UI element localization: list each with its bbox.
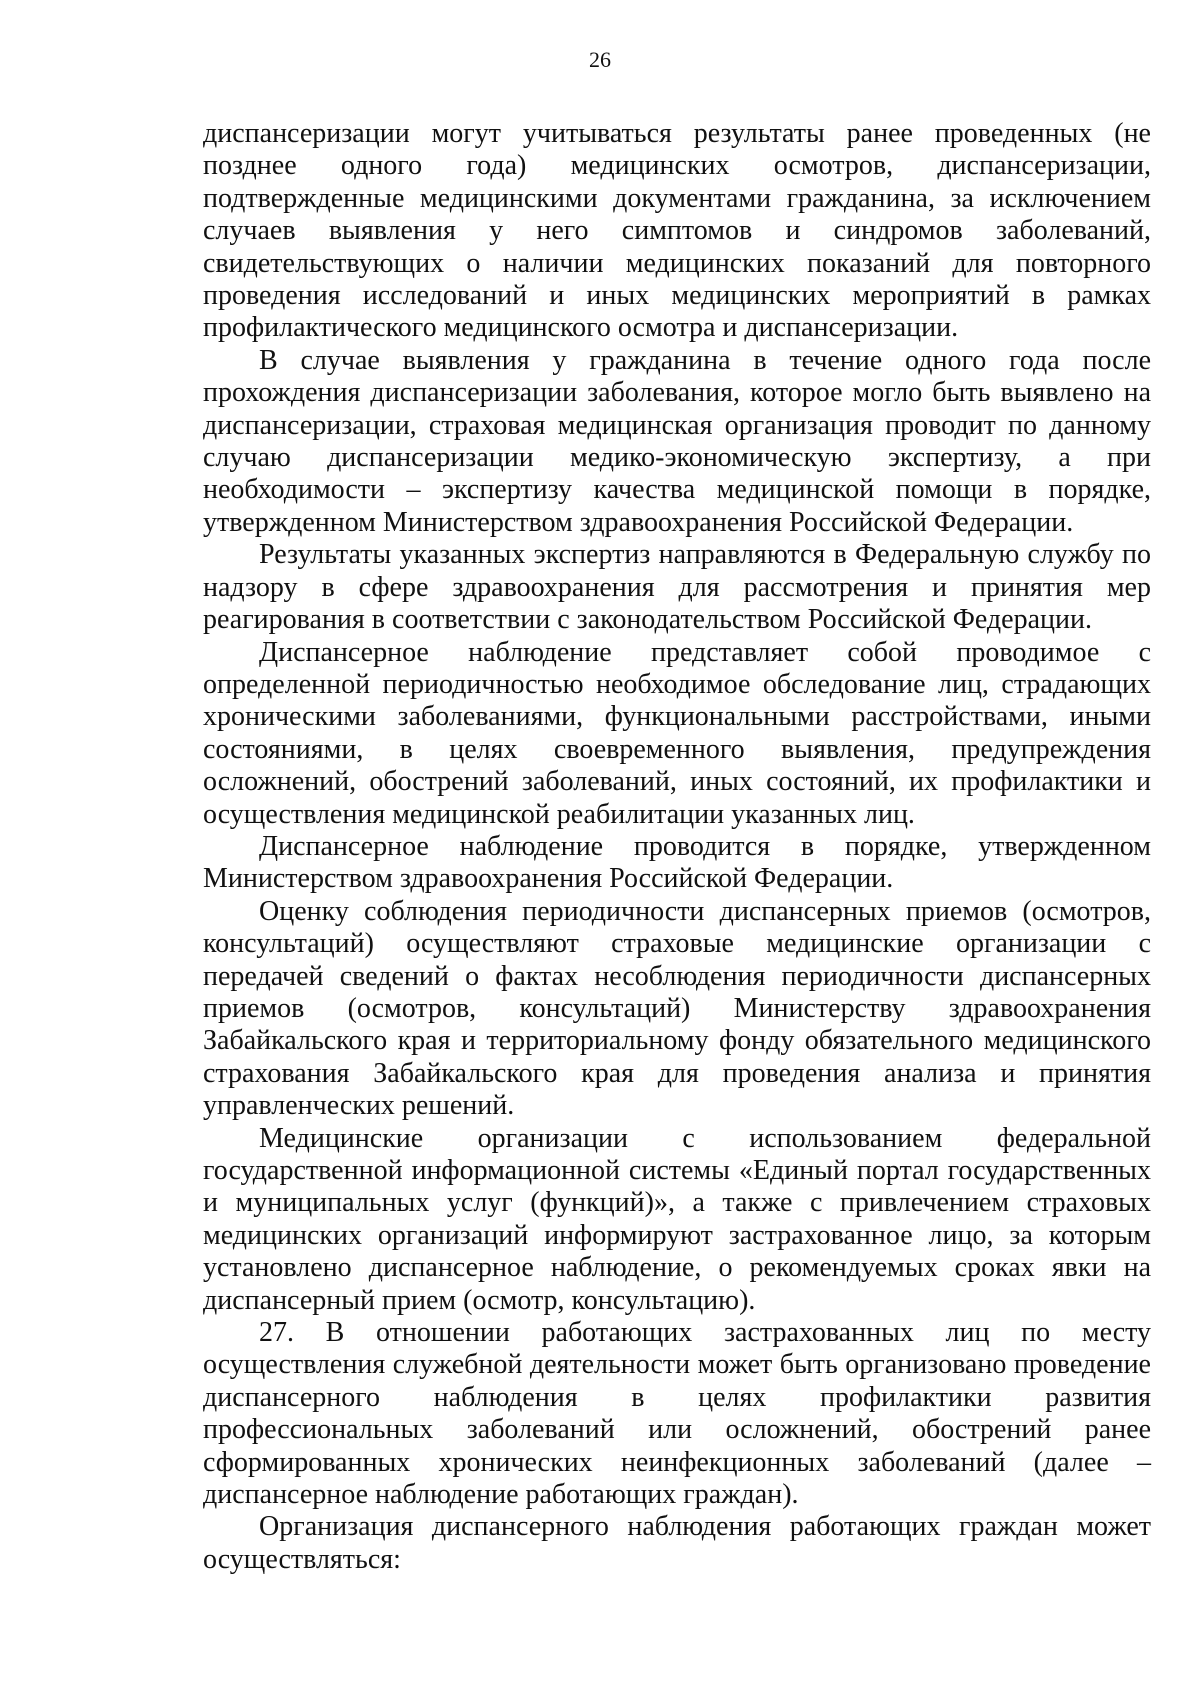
paragraph-informing-insured: Медицинские организации с использованием федеральной государственной информационной системы «Единый портал государственных и муниципальных услуг (функций)», а также с привлечением страховых медицинских организаций информируют застрахованное лицо, за которым установлено диспансерное наблюдение, о рекомендуемых сроках явки на диспансерный прием (осмотр, консультацию). — [203, 1122, 1151, 1316]
paragraph-item-27: 27. В отношении работающих застрахованных лиц по месту осуществления служебной деятельности может быть организовано проведение диспансерного наблюдения в целях профилактики развития профессиональных заболеваний или осложнений, обострений ранее сформированных хронических неинфекционных заболеваний (далее – диспансерное наблюдение работающих граждан). — [203, 1317, 1151, 1511]
paragraph-audit-after-screening: В случае выявления у гражданина в течение одного года после прохождения диспансеризации заболевания, которое могло быть выявлено на диспансеризации, страховая медицинская организация проводит по данному случаю диспансеризации медико-экономическую экспертизу, а при необходимости – экспертизу качества медицинской помощи в порядке, утвержденном Министерством здравоохранения Российской Федерации. — [203, 344, 1151, 538]
paragraph-periodicity-assessment: Оценку соблюдения периодичности диспансерных приемов (осмотров, консультаций) осуществляют страховые медицинские организации с передачей сведений о фактах несоблюдения периодичности диспансерных приемов (осмотров, консультаций) Министерству здравоохранения Забайкальского края и территориальному фонду обязательного медицинского страхования Забайкальского края для проведения анализа и принятия управленческих решений. — [203, 895, 1151, 1122]
page-number: 26 — [589, 47, 611, 72]
document-body — [203, 118, 1151, 1576]
paragraph-audit-results: Результаты указанных экспертиз направляются в Федеральную службу по надзору в сфере здравоохранения для рассмотрения и принятия мер реагирования в соответствии с законодательством Российской Федерации. — [203, 539, 1151, 636]
paragraph-observation-procedure: Диспансерное наблюдение проводится в порядке, утвержденном Министерством здравоохранения Российской Федерации. — [203, 830, 1151, 895]
paragraph-organization: Организация диспансерного наблюдения работающих граждан может осуществляться: — [203, 1511, 1151, 1575]
paragraph-continuation: диспансеризации могут учитываться результаты ранее проведенных (не позднее одного года) медицинских осмотров, диспансеризации, подтвержденные медицинскими документами гражданина, за исключением случаев выявления у него симптомов и синдромов заболеваний, свидетельствующих о наличии медицинских показаний для повторного проведения исследований и иных медицинских мероприятий в рамках профилактического медицинского осмотра и диспансеризации. — [203, 118, 1151, 344]
paragraph-observation-definition: Диспансерное наблюдение представляет собой проводимое с определенной периодичностью необходимое обследование лиц, страдающих хроническими заболеваниями, функциональными расстройствами, иными состояниями, в целях своевременного выявления, предупреждения осложнений, обострений заболеваний, иных состояний, их профилактики и осуществления медицинской реабилитации указанных лиц. — [203, 636, 1151, 830]
